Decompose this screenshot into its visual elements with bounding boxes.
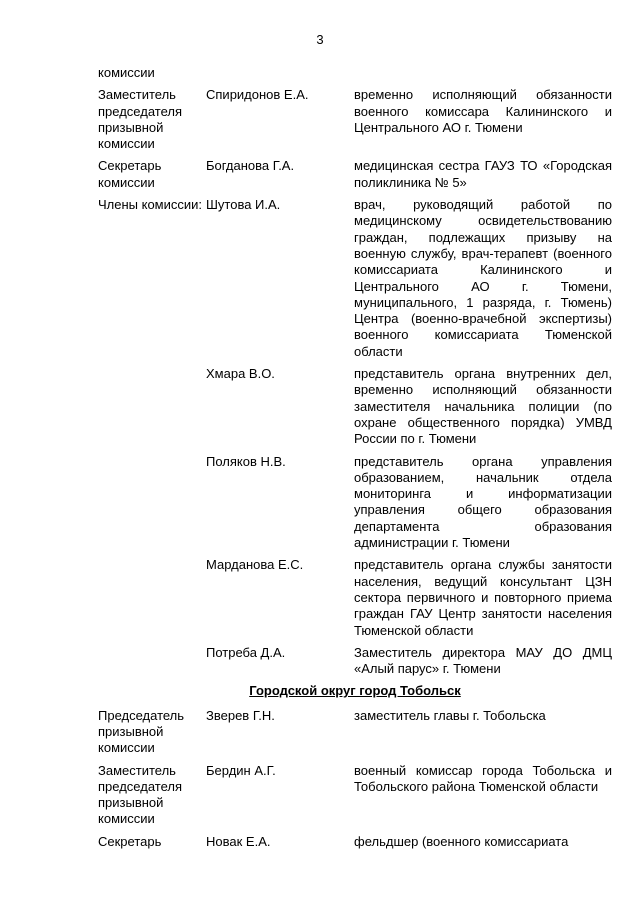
member-name: Хмара В.О.: [206, 366, 275, 382]
role-label: Секретарь комиссии: [98, 158, 162, 190]
role-label: [98, 645, 206, 678]
role-label: Заместитель председателя призывной комиссии: [98, 87, 183, 152]
role-label: [98, 454, 206, 552]
member-row: [98, 197, 612, 360]
member-position: представитель органа внутренних дел, временно исполняющий обязанности заместителя начальника полиции (по охране общественного порядка) УМВД России по г. Тюмени: [354, 366, 612, 447]
page-number: 3: [316, 32, 324, 47]
commission-list: [98, 65, 612, 856]
member-position: представитель органа управления образованием, начальник отдела мониторинга и информатизации управления общего образования департамента образования администрации г. Тюмени: [354, 453, 612, 551]
member-row: [98, 158, 612, 191]
member-name: Поляков Н.В.: [206, 453, 286, 469]
member-row: [98, 366, 612, 447]
commission-rows-tobolsk: [98, 708, 612, 850]
role-label: Секретарь: [98, 833, 162, 849]
section-title: Городской округ город Тобольск: [249, 683, 461, 699]
member-row: [98, 557, 612, 638]
role-label: Председатель призывной комиссии: [98, 707, 185, 756]
member-name: Новак Е.А.: [206, 833, 271, 849]
member-position: военный комиссар города Тобольска и Тобольского района Тюменской области: [354, 762, 612, 794]
member-name: Марданова Е.С.: [206, 557, 304, 573]
role-label: Заместитель председателя призывной комиссии: [98, 762, 183, 827]
member-name: Спиридонов Е.А.: [206, 87, 309, 103]
role-label: [98, 366, 206, 447]
member-position: Заместитель директора МАУ ДО ДМЦ «Алый парус» г. Тюмени: [354, 644, 612, 677]
member-row: [98, 454, 612, 552]
member-position: медицинская сестра ГАУЗ ТО «Городская поликлиника № 5»: [354, 158, 612, 190]
commission-rows-tyumen: [98, 87, 612, 677]
member-row: [98, 834, 612, 850]
member-name: Зверев Г.Н.: [206, 707, 275, 723]
member-name: Богданова Г.А.: [206, 158, 295, 174]
member-position: фельдшер (военного комиссариата: [354, 833, 569, 849]
member-position: представитель органа службы занятости населения, ведущий консультант ЦЗН сектора первичного и повторного приема граждан ГАУ Центр занятости населения Тюменской области: [354, 557, 612, 638]
role-label: комиссии: [98, 65, 155, 80]
member-name: Потреба Д.А.: [206, 644, 286, 660]
member-position: временно исполняющий обязанности военного комиссара Калининского и Центрального АО г. Тюмени: [354, 87, 612, 135]
role-label: [98, 557, 206, 638]
member-row: [98, 87, 612, 152]
member-position: заместитель главы г. Тобольска: [354, 707, 546, 723]
member-row: [98, 645, 612, 678]
continuation-row: [98, 65, 612, 81]
member-row: [98, 708, 612, 757]
role-label: Члены комиссии:: [98, 197, 203, 213]
member-name: Бердин А.Г.: [206, 762, 276, 778]
member-row: [98, 763, 612, 828]
member-position: врач, руководящий работой по медицинскому освидетельствованию граждан, подлежащих призыву на военную службу, врач-терапевт (военного комиссариата Калининского и Центрального АО г. Тюмени, муниципального, 1 разряда, г. Тюмень) Центра (военно-врачебной экспертизы) военного комиссариата Тюменской области: [354, 197, 612, 359]
member-name: Шутова И.А.: [206, 197, 281, 213]
